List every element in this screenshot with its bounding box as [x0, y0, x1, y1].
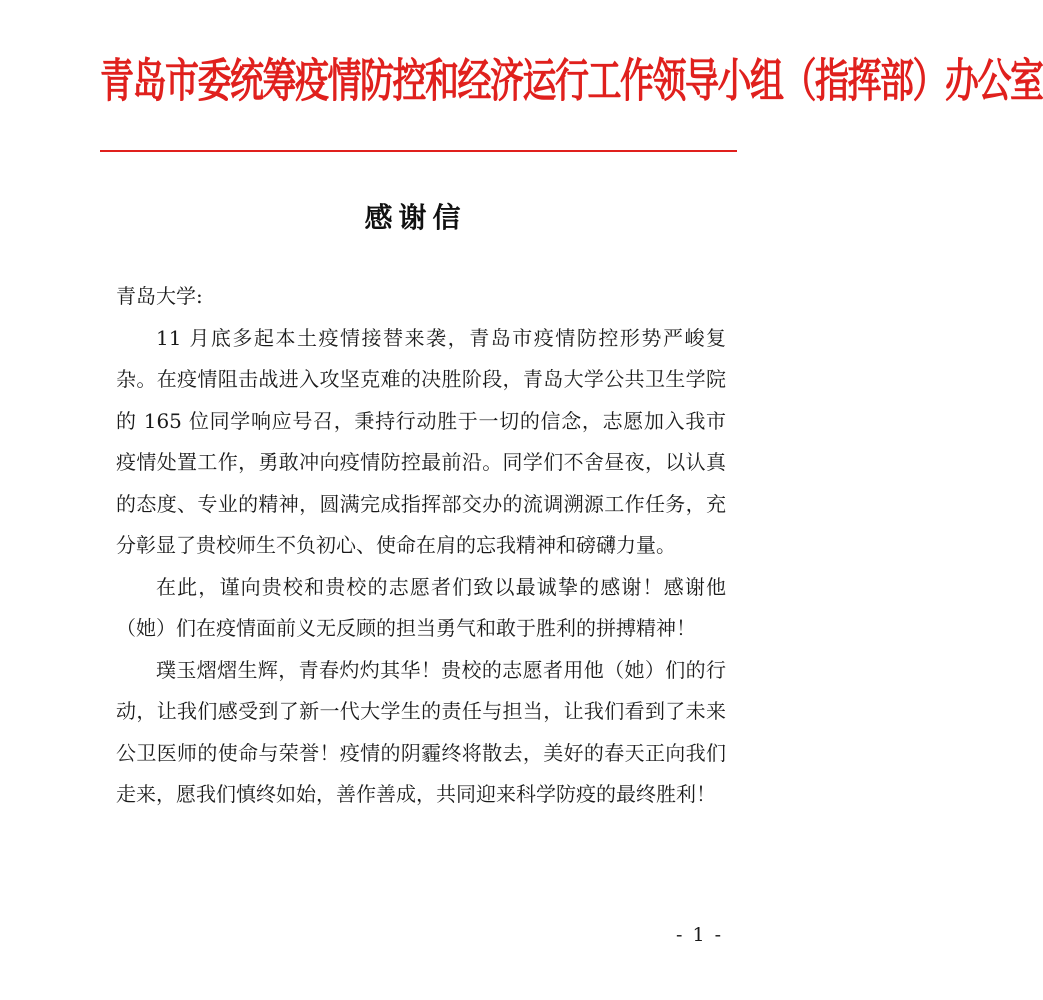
paragraph-1: 11 月底多起本土疫情接替来袭，青岛市疫情防控形势严峻复杂。在疫情阻击战进入攻坚克难的决胜阶段，青岛大学公共卫生学院的 165 位同学响应号召，秉持行动胜于一切的信念，志愿加入我市疫情处置工作，勇敢冲向疫情防控最前沿。同学们不舍昼夜，以认真的态度、专业的精神，圆满完成指挥部交办的流调溯源工作任务，充分彰显了贵校师生不负初心、使命在肩的忘我精神和磅礴力量。: [116, 325, 726, 557]
letterhead-title: 青岛市委统筹疫情防控和经济运行工作领导小组（指挥部）办公室: [100, 54, 1043, 109]
page-number: - 1 -: [676, 924, 724, 946]
salutation: 青岛大学:: [116, 284, 203, 308]
document-title: 感谢信: [364, 201, 467, 234]
letterhead-divider: [100, 150, 737, 152]
paragraph-3: 璞玉熠熠生辉，青春灼灼其华！贵校的志愿者用他（她）们的行动，让我们感受到了新一代大学生的责任与担当，让我们看到了未来公卫医师的使命与荣誉！疫情的阴霾终将散去，美好的春天正向我们走来，愿我们慎终如始，善作善成，共同迎来科学防疫的最终胜利！: [116, 657, 726, 806]
letter-body: [116, 276, 726, 816]
paragraph-2: 在此，谨向贵校和贵校的志愿者们致以最诚挚的感谢！感谢他（她）们在疫情面前义无反顾的担当勇气和敢于胜利的拼搏精神！: [116, 574, 726, 640]
